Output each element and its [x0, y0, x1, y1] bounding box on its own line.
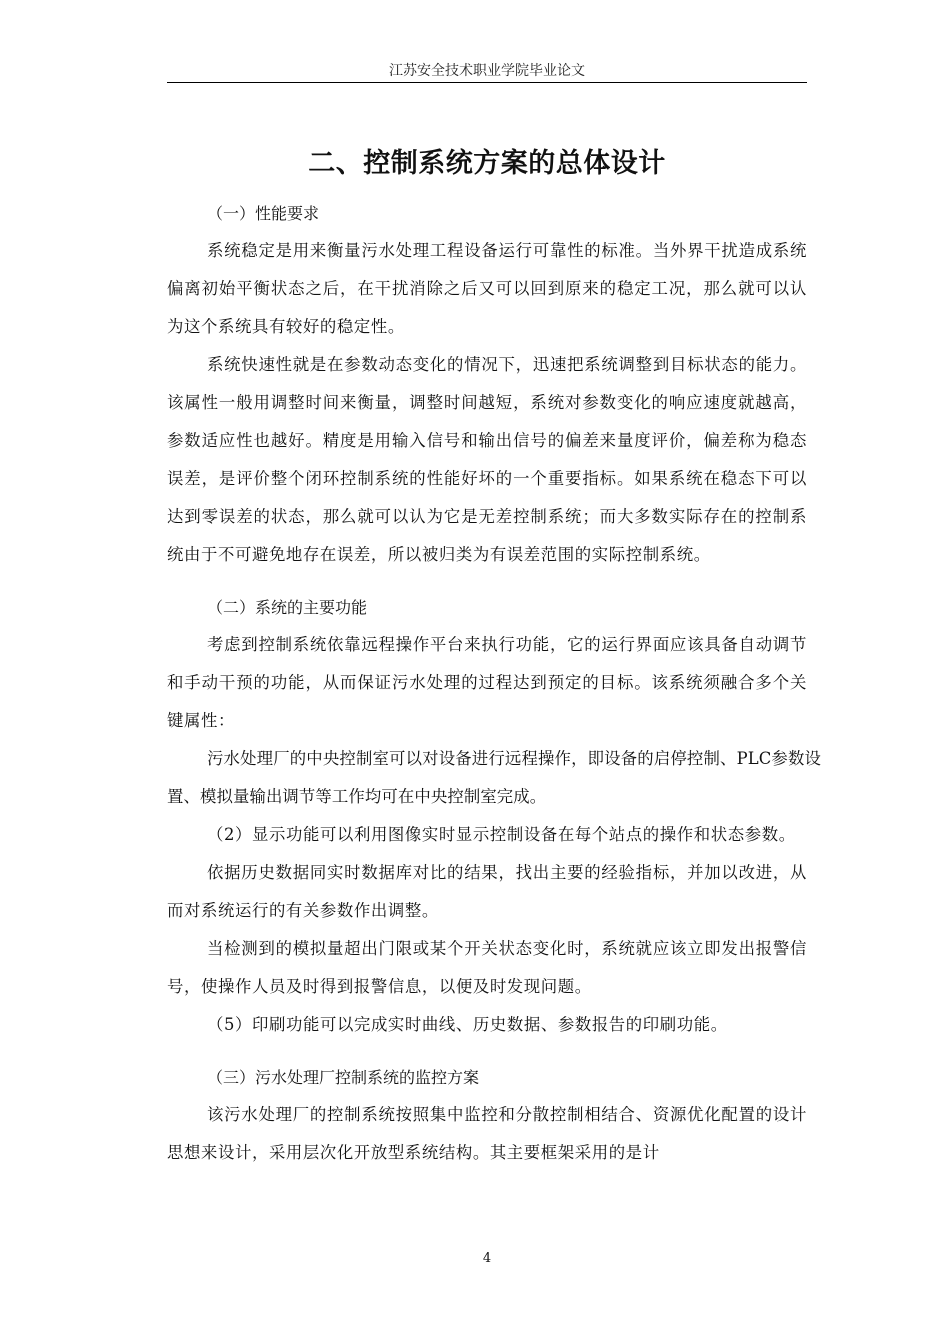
- paragraph-rapidity-accuracy: 系统快速性就是在参数动态变化的情况下，迅速把系统调整到目标状态的能力。该属性一般用调整时间来衡量，调整时间越短，系统对参数变化的响应速度就越高，参数适应性也越好。精度是用输入信号和输出信号的偏差来量度评价，偏差称为稳态误差，是评价整个闭环控制系统的性能好坏的一个重要指标。如果系统在稳态下可以达到零误差的状态，那么就可以认为它是无差控制系统；而大多数实际存在的控制系统由于不可避免地存在误差，所以被归类为有误差范围的实际控制系统。: [167, 355, 807, 564]
- paragraph-monitoring-scheme: 该污水处理厂的控制系统按照集中监控和分散控制相结合、资源优化配置的设计思想来设计，采用层次化开放型系统结构。其主要框架采用的是计: [167, 1105, 807, 1162]
- paragraph-display: （2）显示功能可以利用图像实时显示控制设备在每个站点的操作和状态参数。: [207, 825, 796, 844]
- section-heading-functions: （二）系统的主要功能: [207, 598, 368, 617]
- section-heading-monitoring: （三）污水处理厂控制系统的监控方案: [207, 1068, 480, 1087]
- chapter-title: 二、控制系统方案的总体设计: [308, 148, 666, 179]
- paragraph-stability: 系统稳定是用来衡量污水处理工程设备运行可靠性的标准。当外界干扰造成系统偏离初始平衡状态之后，在干扰消除之后又可以回到原来的稳定工况，那么就可以认为这个系统具有较好的稳定性。: [167, 241, 807, 336]
- paragraph-history-data: 依据历史数据同实时数据库对比的结果，找出主要的经验指标，并加以改进，从而对系统运行的有关参数作出调整。: [167, 863, 807, 920]
- page-number: 4: [482, 1251, 492, 1266]
- page-content: [167, 140, 821, 1172]
- running-header: 江苏安全技术职业学院毕业论文: [389, 63, 585, 79]
- paragraph-printing: （5）印刷功能可以完成实时曲线、历史数据、参数报告的印刷功能。: [207, 1015, 728, 1034]
- header-rule: [167, 82, 807, 83]
- paragraph-alarm: 当检测到的模拟量超出门限或某个开关状态变化时，系统就应该立即发出报警信号，使操作人员及时得到报警信息，以便及时发现问题。: [167, 939, 807, 996]
- section-heading-performance: （一）性能要求: [207, 204, 320, 223]
- paragraph-functions-intro: 考虑到控制系统依靠远程操作平台来执行功能，它的运行界面应该具备自动调节和手动干预的功能，从而保证污水处理的过程达到预定的目标。该系统须融合多个关键属性：: [167, 635, 807, 730]
- paragraph-remote-control: 污水处理厂的中央控制室可以对设备进行远程操作，即设备的启停控制、PLC参数设置、模拟量输出调节等工作均可在中央控制室完成。: [167, 749, 821, 806]
